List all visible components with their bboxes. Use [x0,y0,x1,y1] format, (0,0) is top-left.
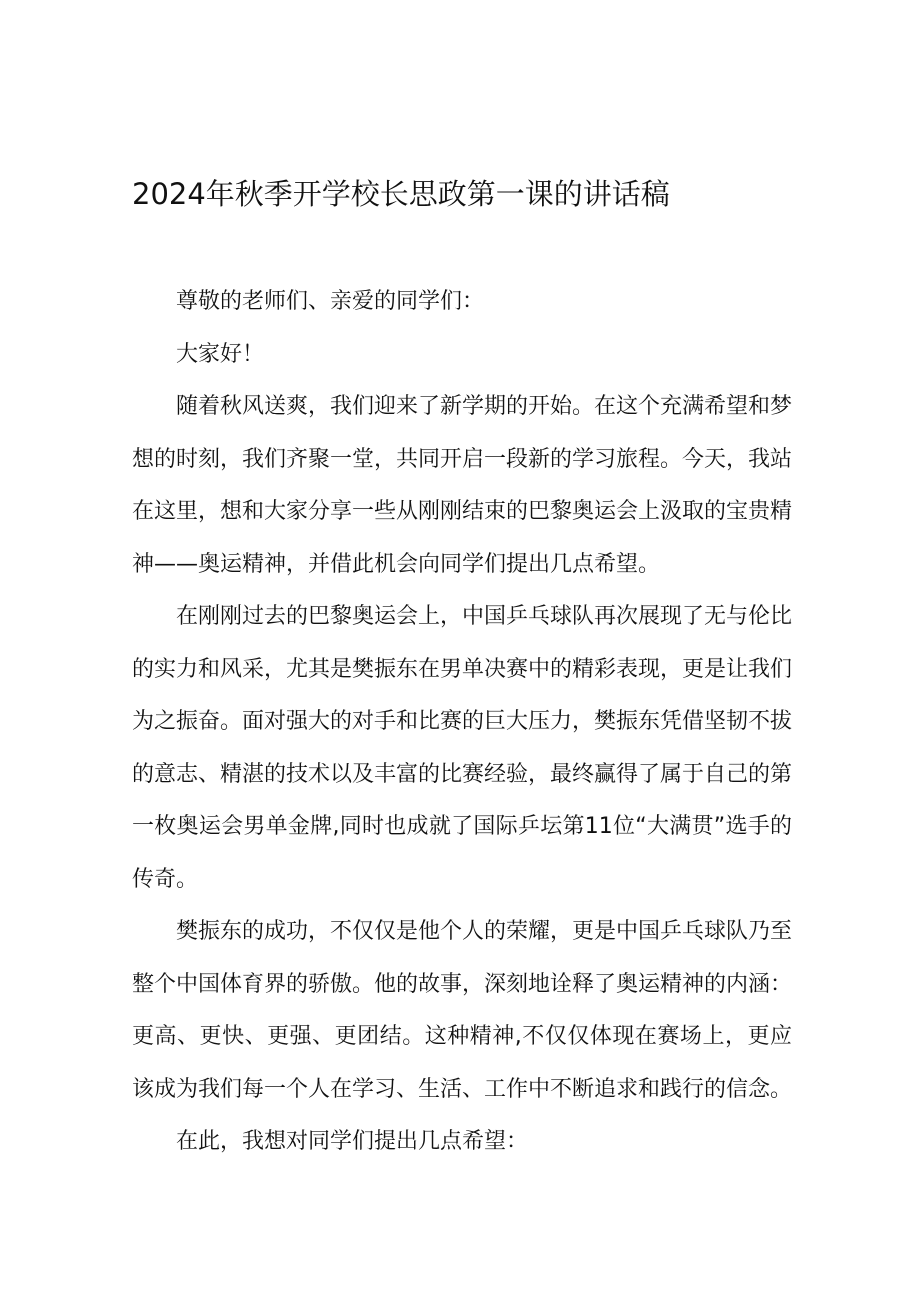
hello-paragraph: 大家好！ [176,341,265,367]
olympics-paragraph: 在刚刚过去的巴黎奥运会上，中国乒乓球队再次展现了无与伦比的实力和风采，尤其是樊振东在男单决赛中的精彩表现，更是让我们为之振奋。面对强大的对手和比赛的巨大压力，樊振东凭借坚韧不拔的意志、精湛的技术以及丰富的比赛经验，最终赢得了属于自己的第一枚奥运会男单金牌,同时也成就了国际乒坛第11位“大满贯”选手的传奇。 [132,604,793,892]
intro-paragraph: 随着秋风送爽，我们迎来了新学期的开始。在这个充满希望和梦想的时刻，我们齐聚一堂，共同开启一段新的学习旅程。今天，我站在这里，想和大家分享一些从刚刚结束的巴黎奥运会上汲取的宝贵精神——奥运精神，并借此机会向同学们提出几点希望。 [132,394,793,577]
greeting-paragraph: 尊敬的老师们、亲爱的同学们： [176,289,485,314]
document-body [132,276,792,1169]
document-title: 2024年秋季开学校长思政第一课的讲话稿 [132,177,670,211]
hopes-paragraph: 在此，我想对同学们提出几点希望： [176,1129,529,1154]
spirit-paragraph: 樊振东的成功，不仅仅是他个人的荣耀，更是中国乒乓球队乃至整个中国体育界的骄傲。他的故事，深刻地诠释了奥运精神的内涵：更高、更快、更强、更团结。这种精神,不仅仅体现在赛场上，更应该成为我们每一个人在学习、生活、工作中不断追求和践行的信念。 [132,919,793,1102]
